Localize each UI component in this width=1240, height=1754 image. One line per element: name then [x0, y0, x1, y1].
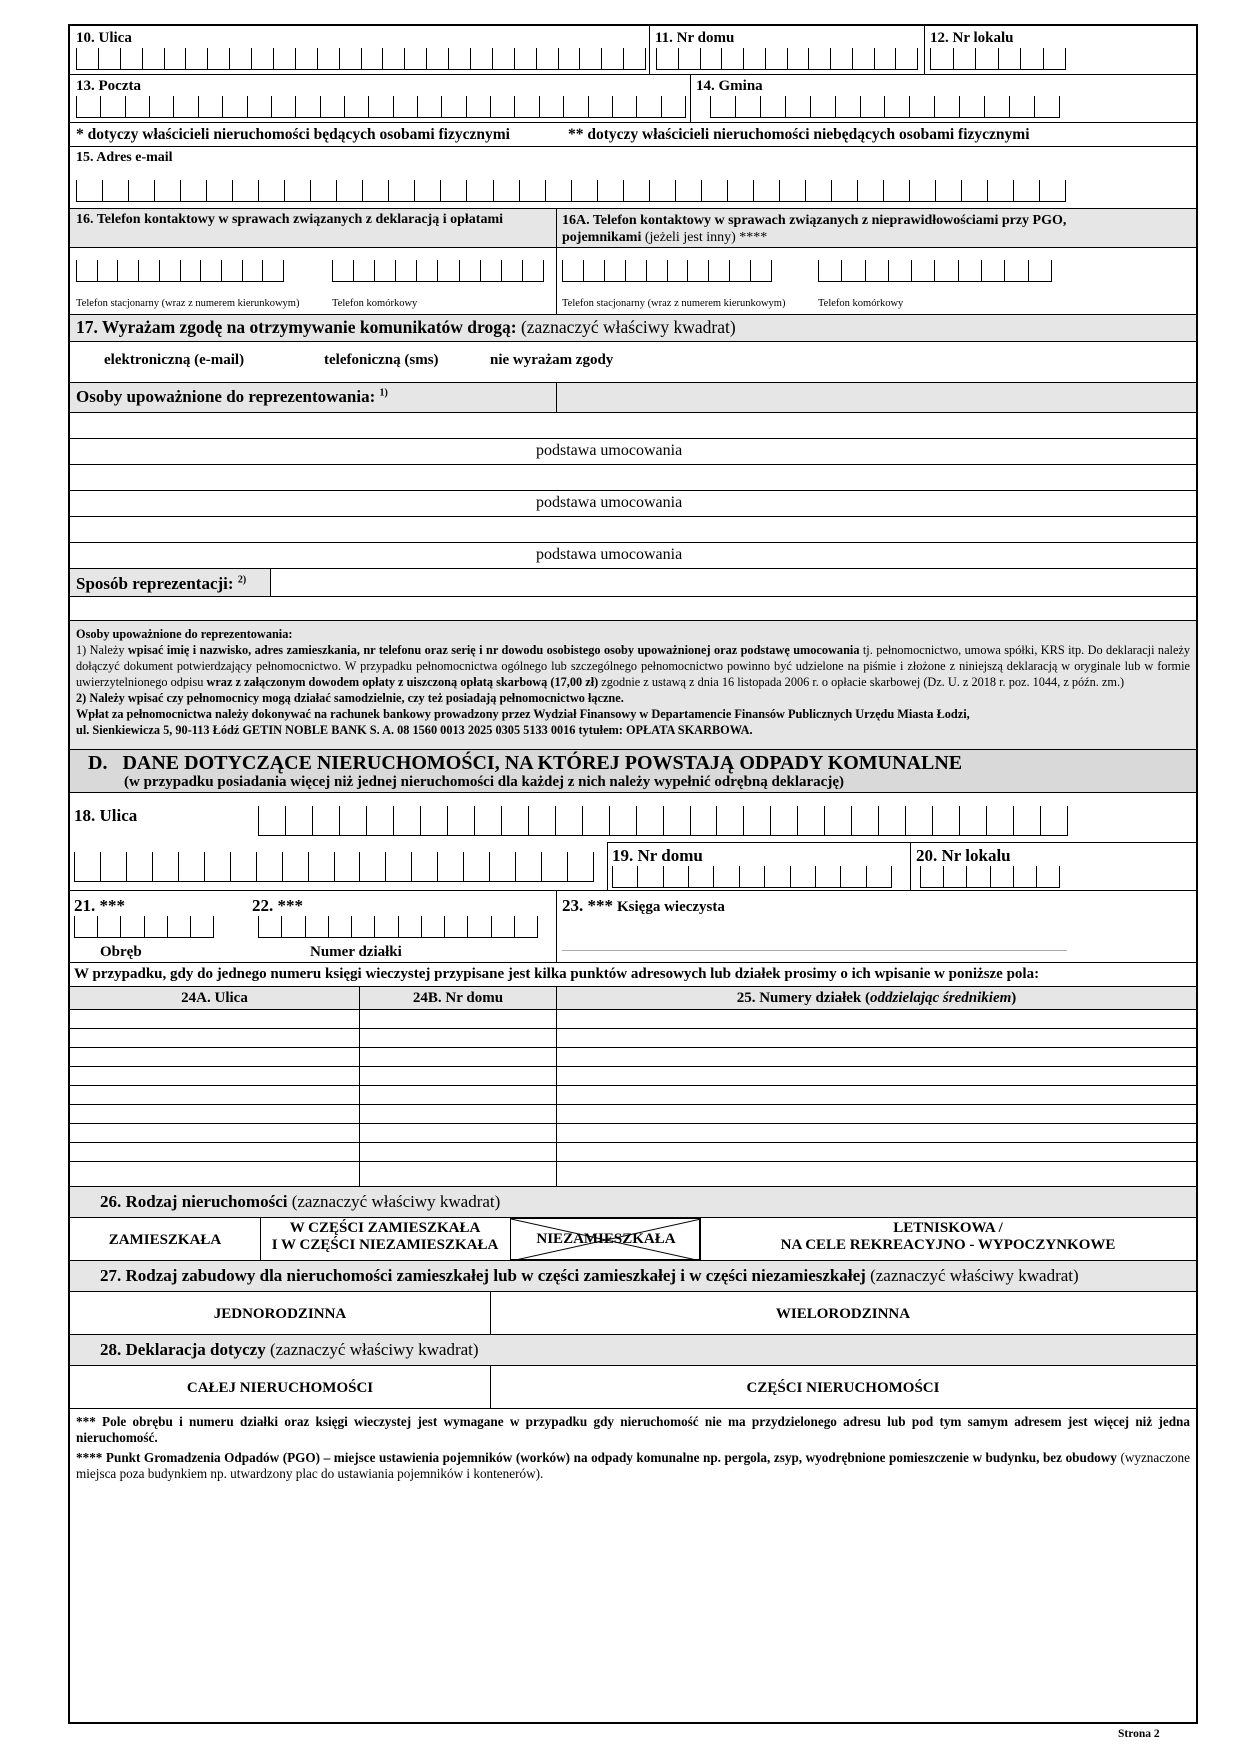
- field-21-label: 21. ***: [74, 896, 125, 915]
- scope-part[interactable]: CZĘŚCI NIERUCHOMOŚCI: [746, 1380, 940, 1396]
- basis-label-2: podstawa umocowania: [536, 494, 683, 511]
- property-street-input-2[interactable]: [74, 852, 594, 882]
- note-natural-persons: * dotyczy właścicieli nieruchomości będących osobami fizycznymi: [76, 126, 510, 143]
- consent-option-none[interactable]: nie wyrażam zgody: [490, 352, 614, 368]
- table-row[interactable]: [70, 1047, 1196, 1048]
- col-house-header: 24B. Nr domu: [412, 990, 504, 1006]
- property-type-uninhabited: NIEZAMIESZKAŁA: [536, 1231, 676, 1247]
- building-type-single[interactable]: JEDNORODZINNA: [213, 1306, 347, 1322]
- email-input[interactable]: [76, 180, 1066, 202]
- pgo-landline-caption: Telefon stacjonarny (wraz z numerem kierunkowym): [562, 298, 786, 309]
- property-flat-input[interactable]: [920, 866, 1060, 888]
- landline-caption: Telefon stacjonarny (wraz z numerem kierunkowym): [76, 298, 300, 309]
- consent-option-sms[interactable]: telefoniczną (sms): [324, 352, 439, 368]
- field-23-label: 23. *** Księga wieczysta: [562, 896, 725, 915]
- multi-address-note: W przypadku, gdy do jednego numeru księgi wieczystej przypisane jest kilka punktów adresowych lub działek prosimy o ich wpisanie w poniższe pola:: [74, 966, 1040, 982]
- field-13-label: 13. Poczta: [76, 78, 141, 94]
- field-19-label: 19. Nr domu: [612, 846, 703, 865]
- field-22-label: 22. ***: [252, 896, 303, 915]
- plot-number-input[interactable]: [258, 916, 538, 938]
- pgo-mobile-caption: Telefon komórkowy: [818, 298, 904, 309]
- page-number: Strona 2: [1118, 1728, 1160, 1740]
- col-street-header: 24A. Ulica: [181, 990, 248, 1006]
- field-11-label: 11. Nr domu: [655, 30, 735, 46]
- field-16-label: 16. Telefon kontaktowy w sprawach związanych z deklaracją i opłatami: [76, 212, 503, 227]
- precinct-caption: Obręb: [100, 944, 142, 960]
- property-type-partly-inhabited[interactable]: W CZĘŚCI ZAMIESZKAŁA I W CZĘŚCI NIEZAMIESZKAŁA: [271, 1220, 499, 1253]
- footnote-3: *** Pole obrębu i numeru działki oraz księgi wieczystej jest wymagane w przypadku gdy nieruchomość nie ma przydzielonego adresu lub pod tym samym adresem jest więcej niż jedna nieruchomość.: [76, 1414, 1190, 1445]
- representation-method-label: Sposób reprezentacji: $^{2)}$: [76, 574, 247, 593]
- representatives-notes: Osoby upoważnione do reprezentowania: 1) Należy wpisać imię i nazwisko, adres zamieszkania, nr telefonu oraz serię i nr dowodu osobistego osoby upoważnionej oraz podstawę umocowania tj. pełnomocnictwo, umowa spółki, KRS itp. Do deklaracji należy dołączyć dokument potwierdzający pełnomocnictwo. W przypadku pełnomocnictwa ogólnego lub szczególnego pełnomocnictwo powinno być udzielone na piśmie i złożone z niniejszą deklaracją w oryginale lub w formie uwierzytelnionego odpisu wraz z załączonym dowodem opłaty z uiszczoną opłatą skarbową (17,00 zł) zgodnie z ustawą z dnia 16 listopada 2006 r. o opłacie skarbowej (Dz. U. z 2018 r. poz. 1044, z późn. zm.) 2) Należy wpisać czy pełnomocnicy mogą działać samodzielnie, czy też posiadają pełnomocnictwo łączne. Wpłat za pełnomocnictwa należy dokonywać na rachunek bankowy prowadzony przez Wydział Finansowy w Departamencie Finansów Publicznych Urzędu Miasta Łodzi, ul. Sienkiewicza 5, 90-113 Łódź GETIN NOBLE BANK S. A. 08 1560 0013 2025 0305 5133 0016 tytułem: OPŁATA SKARBOWA.: [76, 627, 1191, 737]
- table-row[interactable]: [70, 1142, 1196, 1143]
- field-10-label: 10. Ulica: [76, 30, 132, 46]
- field-18-label: 18. Ulica: [74, 806, 138, 825]
- uninhabited-crossed-box[interactable]: [510, 1218, 700, 1260]
- table-row[interactable]: [70, 1161, 1196, 1162]
- basis-label-3: podstawa umocowania: [536, 546, 683, 563]
- field-12-label: 12. Nr lokalu: [930, 30, 1014, 46]
- field-15-label: 15. Adres e-mail: [76, 150, 173, 165]
- col-plots-header: 25. Numery działek (oddzielając średnikiem): [736, 990, 1017, 1006]
- pgo-mobile-input[interactable]: [818, 260, 1052, 282]
- commune-input[interactable]: [710, 96, 1060, 118]
- field-26-label: 26. Rodzaj nieruchomości (zaznaczyć właściwy kwadrat): [100, 1192, 501, 1211]
- field-27-label: 27. Rodzaj zabudowy dla nieruchomości zamieszkałej lub w części zamieszkałej i w części niezamieszkałej (zaznaczyć właściwy kwadrat): [100, 1266, 1079, 1285]
- plot-caption: Numer działki: [310, 944, 402, 960]
- pgo-landline-input[interactable]: [562, 260, 772, 282]
- field-16a-label: 16A. Telefon kontaktowy w sprawach związanych z nieprawidłowościami przy PGO, pojemnikami (jeżeli jest inny) ****: [562, 213, 1067, 245]
- house-number-input[interactable]: [656, 48, 918, 70]
- building-type-multi[interactable]: WIELORODZINNA: [775, 1306, 911, 1322]
- table-row[interactable]: [70, 1066, 1196, 1067]
- flat-number-input[interactable]: [930, 48, 1066, 70]
- precinct-input[interactable]: [74, 916, 214, 938]
- property-type-inhabited[interactable]: ZAMIESZKAŁA: [108, 1232, 222, 1248]
- table-row[interactable]: [70, 1104, 1196, 1105]
- basis-label-1: podstawa umocowania: [536, 442, 683, 459]
- property-street-input-1[interactable]: [258, 806, 1068, 836]
- field-20-label: 20. Nr lokalu: [916, 846, 1011, 865]
- street-input[interactable]: [76, 48, 646, 70]
- table-row[interactable]: [70, 1028, 1196, 1029]
- table-row[interactable]: [70, 1085, 1196, 1086]
- landline-input[interactable]: [76, 260, 284, 282]
- scope-whole[interactable]: CAŁEJ NIERUCHOMOŚCI: [186, 1380, 374, 1396]
- post-input[interactable]: [76, 96, 686, 118]
- field-17-label: 17. Wyrażam zgodę na otrzymywanie komunikatów drogą: (zaznaczyć właściwy kwadrat): [76, 317, 736, 337]
- section-d-title: D. DANE DOTYCZĄCE NIERUCHOMOŚCI, NA KTÓREJ POWSTAJĄ ODPADY KOMUNALNE: [88, 752, 963, 774]
- mobile-input[interactable]: [332, 260, 544, 282]
- form-page: [68, 24, 1198, 1724]
- property-type-recreational[interactable]: LETNISKOWA / NA CELE REKREACYJNO - WYPOCZYNKOWE: [780, 1220, 1116, 1253]
- table-row[interactable]: [70, 1123, 1196, 1124]
- consent-option-email[interactable]: elektroniczną (e-mail): [104, 352, 245, 368]
- mobile-caption: Telefon komórkowy: [332, 298, 418, 309]
- property-house-input[interactable]: [612, 866, 892, 888]
- section-d-subtitle: (w przypadku posiadania więcej niż jednej nieruchomości dla każdej z nich należy wypełnić odrębną deklarację): [124, 774, 844, 790]
- note-non-natural-persons: ** dotyczy właścicieli nieruchomości niebędących osobami fizycznymi: [568, 126, 1030, 143]
- representatives-label: Osoby upoważnione do reprezentowania: $^{1)}$: [76, 387, 388, 406]
- field-28-label: 28. Deklaracja dotyczy (zaznaczyć właściwy kwadrat): [100, 1340, 479, 1359]
- land-register-line[interactable]: [562, 950, 1067, 951]
- footnote-4: **** Punkt Gromadzenia Odpadów (PGO) – miejsce ustawienia pojemników (worków) na odpady komunalne np. pergola, zsyp, wyodrębnione pomieszczenie w budynku, bez obudowy (wyznaczone miejsca poza budynkiem np. utwardzony plac do ustawiania pojemników i kontenerów).: [76, 1450, 1190, 1481]
- field-14-label: 14. Gmina: [696, 78, 763, 94]
